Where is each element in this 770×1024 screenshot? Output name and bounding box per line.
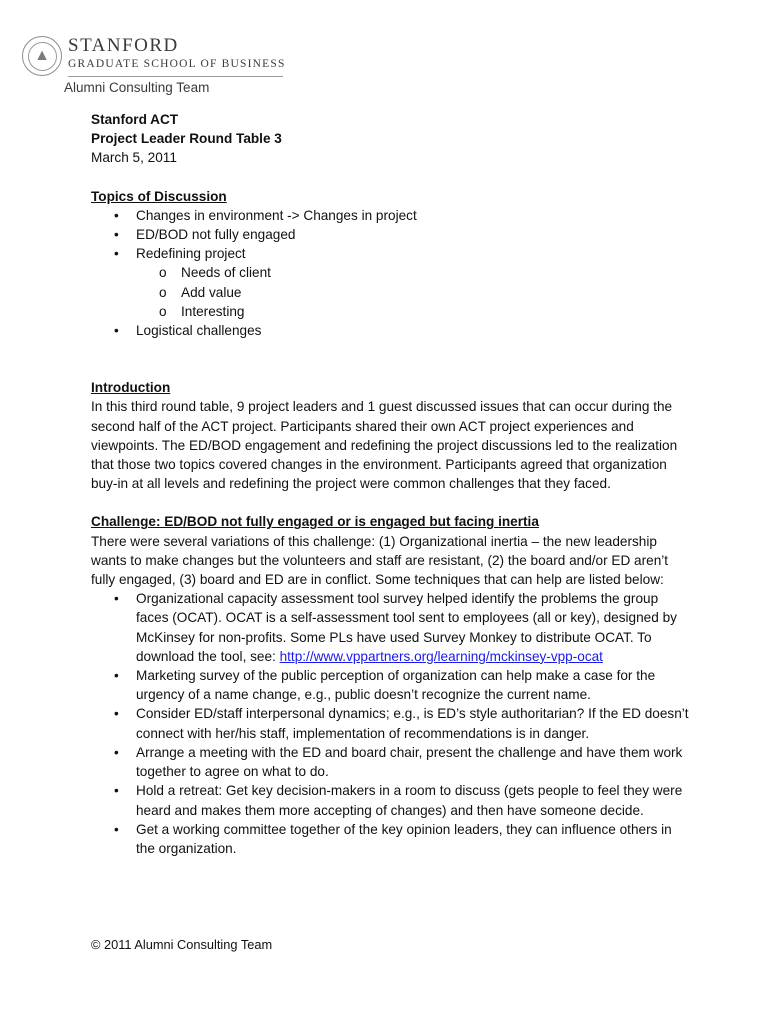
- brand-name: STANFORD: [68, 35, 179, 56]
- list-item: • Consider ED/staff interpersonal dynamics; e.g., is ED’s style authoritarian? If the ED doesn’t connect with her/his staff, implementation of recommendations is in danger.: [91, 704, 691, 742]
- challenge-body: There were several variations of this challenge: (1) Organizational inertia – the new leadership wants to make changes but the volunteers and staff are resistant, (2) the board and/or ED aren’t fully engaged, (3) board and ED are in conflict. Some techniques that can help are listed below:: [91, 533, 669, 588]
- sub-list-item: o Interesting: [91, 302, 691, 321]
- school-name: GRADUATE SCHOOL OF BUSINESS: [68, 58, 286, 70]
- header-divider: [68, 76, 283, 77]
- doc-subtitle: Project Leader Round Table 3: [91, 131, 282, 147]
- topics-heading: Topics of Discussion: [91, 188, 227, 204]
- topics-list: [91, 206, 691, 340]
- introduction-body: In this third round table, 9 project leaders and 1 guest discussed issues that can occur during the second half of the ACT project. Participants shared their own ACT project experiences and viewpoints. The ED/BOD engagement and redefining the project discussions led to the realization that those two topics covered changes in the environment. Participants agreed that organization buy-in at all levels and redefining the project were common challenges that they faced.: [91, 399, 678, 492]
- list-item-label: Redefining project: [136, 246, 246, 262]
- team-name: Alumni Consulting Team: [64, 80, 210, 95]
- list-item: • Hold a retreat: Get key decision-makers in a room to discuss (gets people to feel they were heard and makes them more accepting of changes) and then have someone decide.: [91, 781, 691, 819]
- list-item: • Logistical challenges: [91, 321, 691, 340]
- stanford-seal-icon: ▲: [22, 36, 62, 76]
- list-item: [91, 589, 691, 666]
- sub-list-item: o Needs of client: [91, 263, 691, 282]
- footer-copyright: © 2011 Alumni Consulting Team: [91, 937, 273, 952]
- list-item: [91, 244, 691, 321]
- list-item: • Marketing survey of the public perception of organization can help make a case for the urgency of a name change, e.g., public doesn’t recognize the current name.: [91, 666, 691, 704]
- introduction-heading: Introduction: [91, 380, 171, 396]
- document-body: [91, 110, 691, 858]
- techniques-list: [91, 589, 691, 858]
- doc-title: Stanford ACT: [91, 112, 179, 127]
- list-item: • Get a working committee together of the key opinion leaders, they can influence others in the organization.: [91, 820, 691, 858]
- ocat-download-link[interactable]: http://www.vppartners.org/learning/mckinsey-vpp-ocat: [279, 648, 603, 664]
- doc-date: March 5, 2011: [91, 150, 177, 166]
- letterhead: [22, 34, 286, 104]
- sub-list: [136, 263, 691, 321]
- list-item-text: Organizational capacity assessment tool survey helped identify the problems the group faces (OCAT). OCAT is a self-assessment tool sent to employees (all or key), designed by McKinsey for non-profits. Some PLs have used Survey Monkey to distribute OCAT. To download the tool, see:: [136, 591, 677, 664]
- list-item: • ED/BOD not fully engaged: [91, 225, 691, 244]
- list-item: • Changes in environment -> Changes in project: [91, 206, 691, 225]
- list-item: • Arrange a meeting with the ED and board chair, present the challenge and have them work together to agree on what to do.: [91, 743, 691, 781]
- challenge-heading: Challenge: ED/BOD not fully engaged or is engaged but facing inertia: [91, 514, 539, 530]
- sub-list-item: o Add value: [91, 283, 691, 302]
